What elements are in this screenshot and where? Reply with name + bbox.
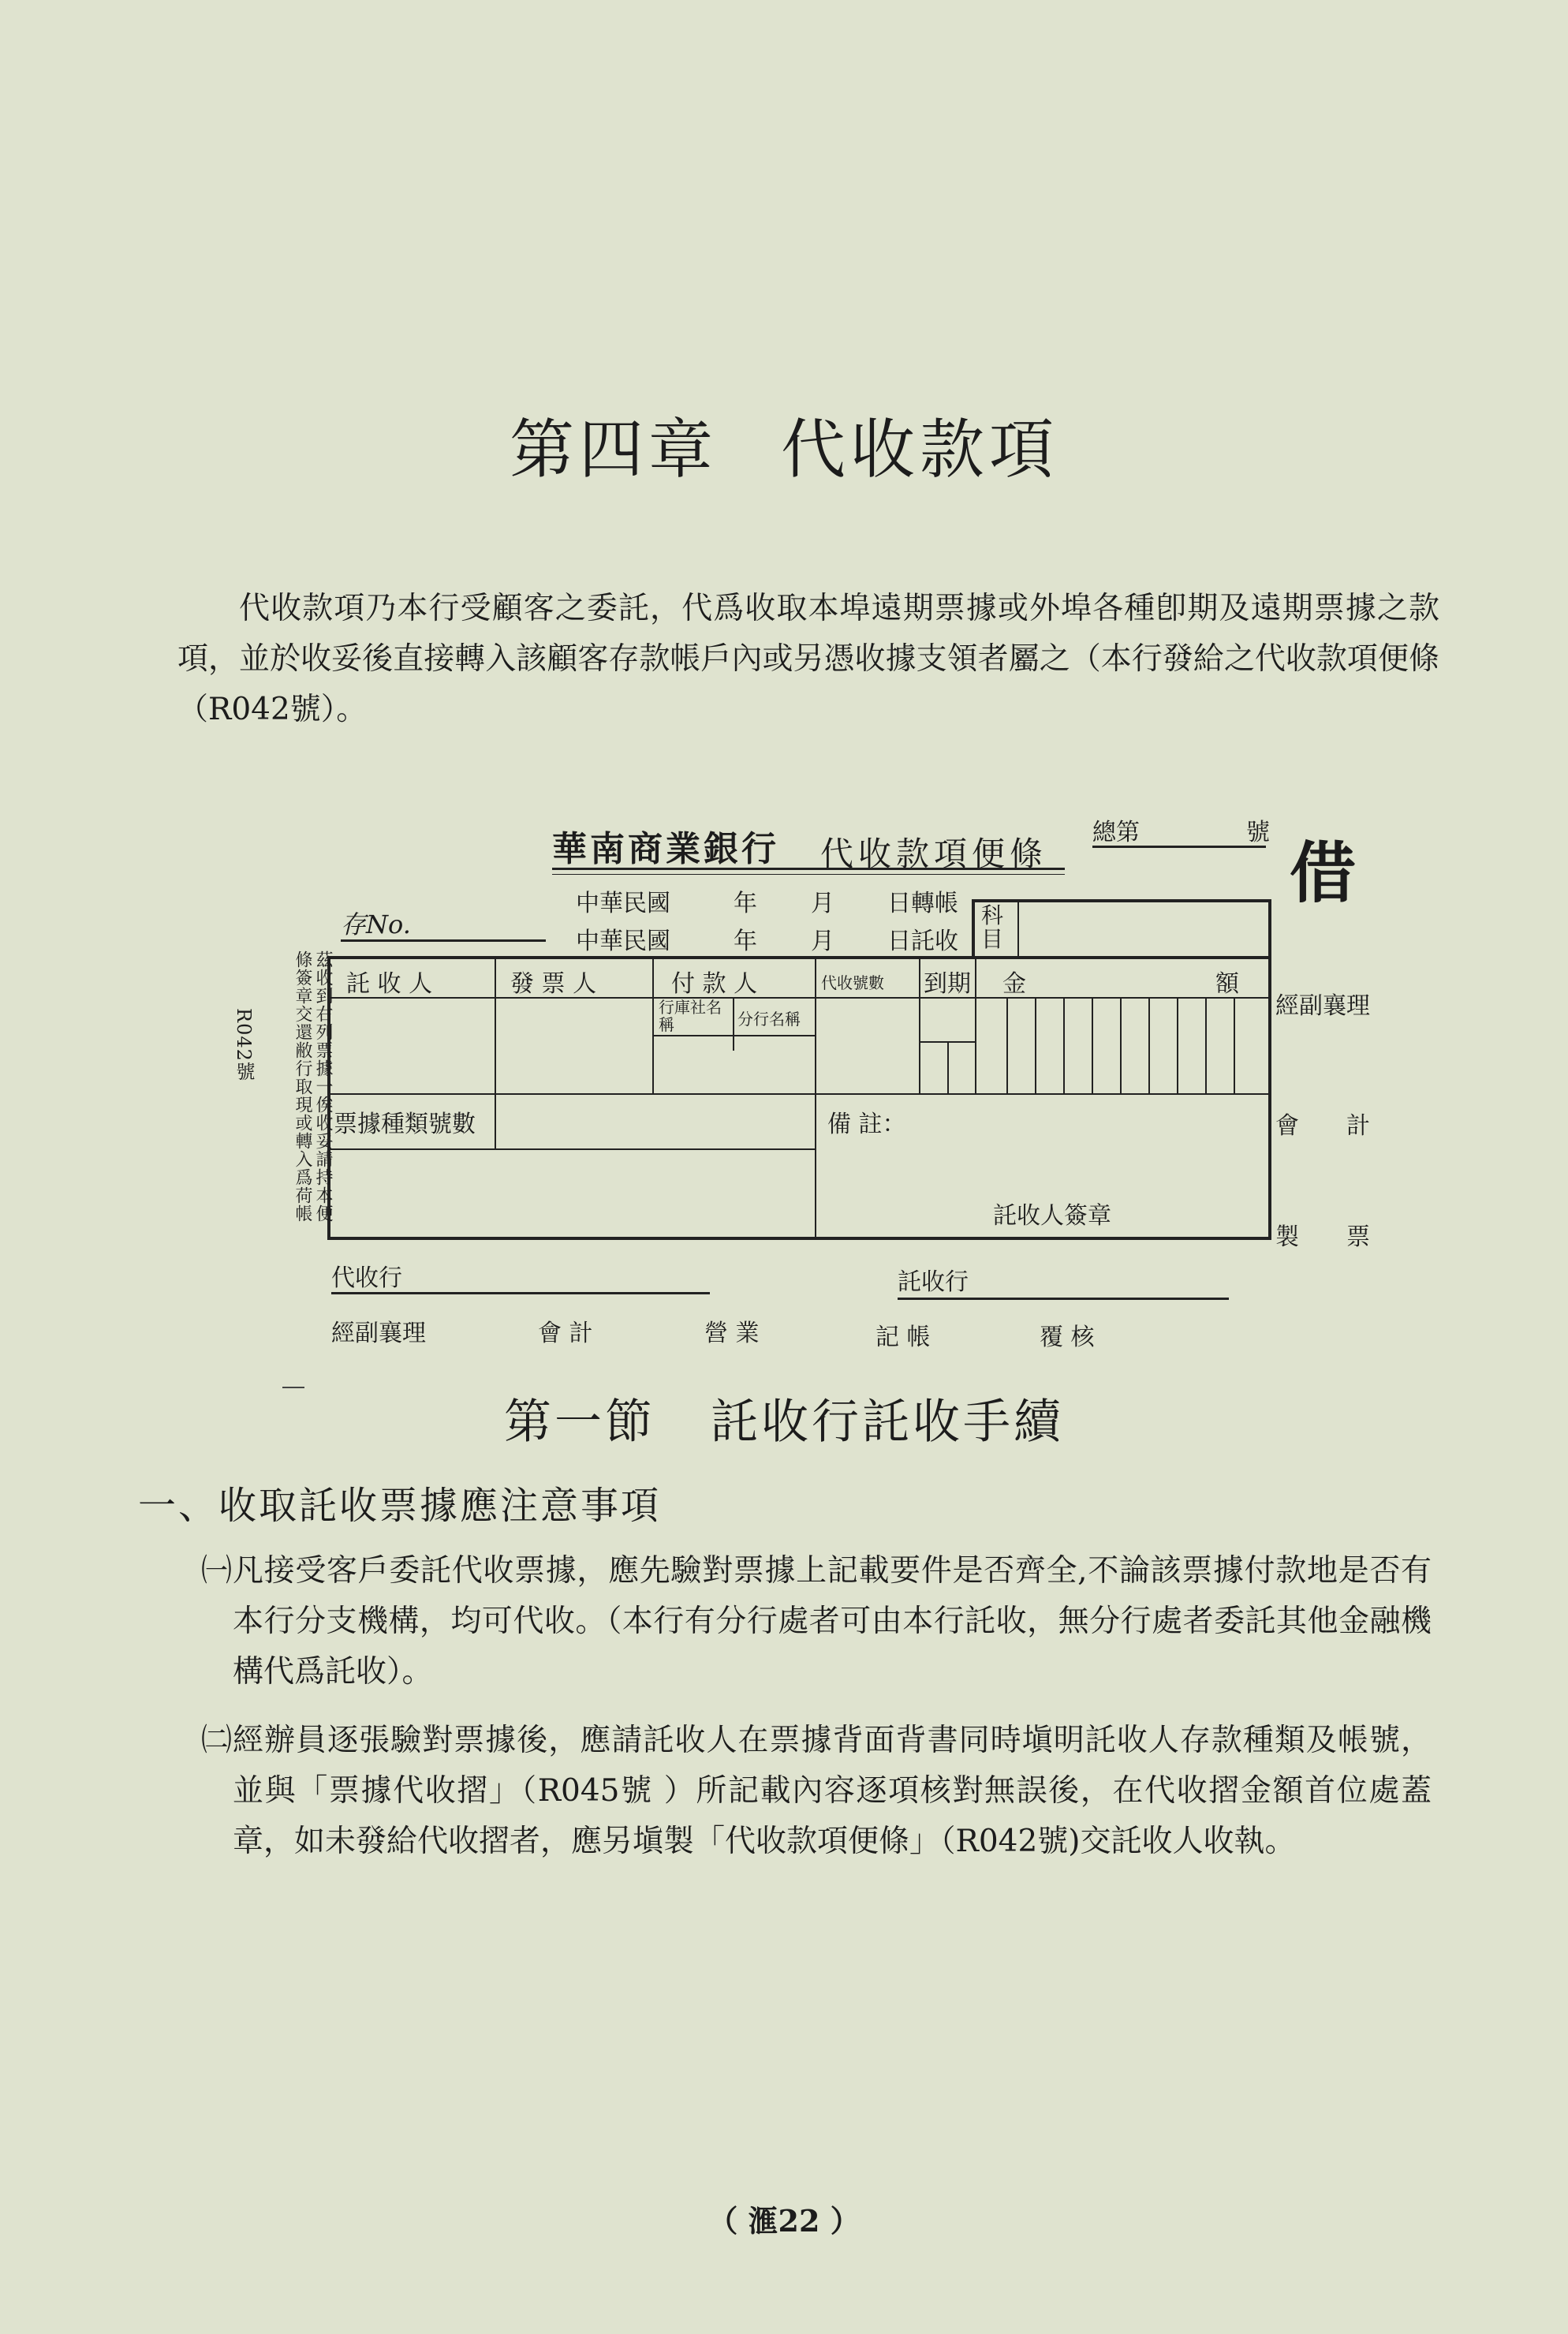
sig-bookkeeping: 記 帳 <box>875 1324 931 1351</box>
consigning-bank-line <box>898 1298 1229 1300</box>
item-index: ㈡ <box>201 1723 233 1758</box>
date-era: 中華民國 <box>576 890 670 917</box>
date-month: 月 <box>811 890 834 917</box>
header-payer: 付 款 人 <box>671 970 758 998</box>
sig-accounting: 會 計 <box>538 1320 593 1347</box>
bank-name: 華南商業銀行 <box>552 829 779 869</box>
chapter-name: 代收款項 <box>781 413 1059 487</box>
title-underline-thin <box>552 874 1065 875</box>
item-text: 凡接受客戶委託代收票據，應先驗對票據上記載要件是否齊全,不論該票據付款地是否有本行分支機構，均可代收。（本行有分行處者可由本行託收，無分行處者委託其他金融機構代爲託收）。 <box>233 1553 1432 1690</box>
header-bank-name: 行庫社名稱 <box>659 998 722 1034</box>
side-note-vertical: 茲收到右列票據一俟收妥請持本便條簽章交還敝行取現或轉入爲荷帳 <box>293 950 333 1223</box>
bill-type-number-label: 票據種類號數 <box>334 1111 476 1138</box>
date-year: 年 <box>734 928 757 955</box>
serial-prefix: 總第 <box>1092 819 1140 846</box>
remarks-label: 備 註： <box>827 1111 906 1138</box>
consigning-bank-label: 託收行 <box>898 1268 969 1296</box>
intro-text: 代收款項乃本行受顧客之委託，代爲收取本埠遠期票據或外埠各種卽期及遠期票據之款項，並於收妥後直接轉入該顧客存款帳戶內或另憑收據支領者屬之（本行發給之代收款項便條（R042號）。 <box>177 591 1439 727</box>
debit-mark: 借 <box>1290 834 1357 912</box>
header-collection-no: 代收號數 <box>821 973 884 992</box>
date-month: 月 <box>811 928 834 955</box>
subsection-title: 一、收取託收票據應注意事項 <box>138 1484 662 1528</box>
header-drawer: 發 票 人 <box>510 970 597 998</box>
subject-box <box>972 899 1271 959</box>
header-branch-name: 分行名稱 <box>737 1010 801 1029</box>
header-due: 到期 <box>924 970 971 998</box>
date-line-transfer <box>576 883 970 915</box>
chapter-number: 第四章 <box>509 413 718 487</box>
date-era: 中華民國 <box>576 928 670 955</box>
deposit-number-line <box>341 939 546 942</box>
list-item <box>201 1716 1432 1867</box>
section-number: 第一節 <box>504 1395 655 1450</box>
slip-name: 代收款項便條 <box>820 835 1048 873</box>
header-consignor: 託 收 人 <box>346 970 433 998</box>
section-name: 託收行託收手續 <box>711 1395 1064 1450</box>
form-code: R042號 <box>233 1008 255 1081</box>
item-text: 經辦員逐張驗對票據後，應請託收人在票據背面背書同時塡明託收人存款種類及帳號，並與「票據代收摺」（R045號 ）所記載內容逐項核對無誤後，在代收摺金額首位處蓋章，如未發給代收摺者，應另塡製「代收款項便條」（R042號)交託收人收執。 <box>233 1723 1432 1859</box>
header-amount-2: 額 <box>1215 970 1239 998</box>
form-table <box>327 956 1271 1240</box>
deposit-number-label: 存No. <box>341 909 411 939</box>
serial-suffix: 號 <box>1246 819 1270 846</box>
item-index: ㈠ <box>201 1553 233 1589</box>
sig-review: 覆 核 <box>1040 1324 1095 1351</box>
collecting-bank-line <box>331 1292 710 1294</box>
subject-label: 科目 <box>981 902 1004 952</box>
title-underline <box>552 868 1065 870</box>
header-amount: 金 <box>1002 970 1026 998</box>
sig-business: 營 業 <box>704 1320 760 1347</box>
date-day-transfer: 日轉帳 <box>887 890 958 917</box>
sig-voucher-right: 製 票 <box>1275 1223 1370 1251</box>
list-item <box>201 1546 1432 1697</box>
consignor-signature-label: 託收人簽章 <box>993 1202 1111 1230</box>
serial-line <box>1092 846 1266 848</box>
date-day-collection: 日託收 <box>887 928 958 955</box>
section-title <box>0 1384 1568 1452</box>
intro-paragraph <box>177 584 1439 735</box>
date-year: 年 <box>734 890 757 917</box>
date-line-collection <box>576 921 970 953</box>
sig-manager: 經副襄理 <box>331 1320 426 1347</box>
collecting-bank-label: 代收行 <box>331 1264 402 1292</box>
chapter-title <box>0 398 1568 491</box>
sig-manager-right: 經副襄理 <box>1275 992 1370 1020</box>
sig-accounting-right: 會 計 <box>1275 1112 1370 1140</box>
page-number: （ 滙22 ） <box>707 2203 861 2239</box>
